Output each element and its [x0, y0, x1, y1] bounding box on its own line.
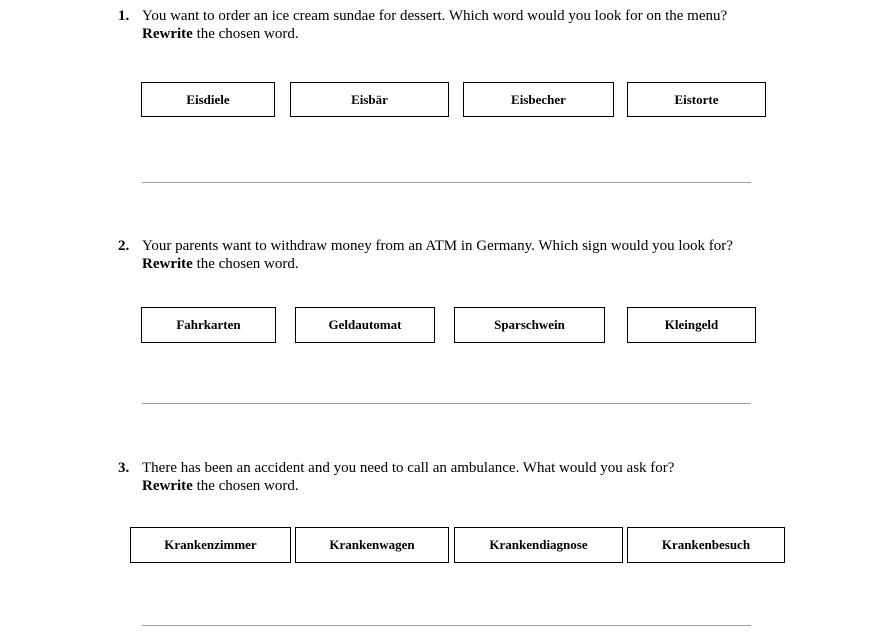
question-text: There has been an accident and you need to call an ambulance. What would you ask for? [142, 460, 675, 476]
option-sparschwein[interactable]: Sparschwein [454, 307, 605, 343]
question-number: 2. [118, 238, 130, 254]
option-eisbecher[interactable]: Eisbecher [463, 82, 614, 117]
instruction-rest: the chosen word. [192, 256, 299, 272]
option-krankenwagen[interactable]: Krankenwagen [295, 527, 449, 563]
option-krankenbesuch[interactable]: Krankenbesuch [627, 527, 785, 563]
option-geldautomat[interactable]: Geldautomat [295, 307, 435, 343]
answer-line[interactable] [142, 182, 751, 183]
question-number: 1. [118, 8, 130, 24]
instruction-rest: the chosen word. [192, 478, 299, 494]
answer-line[interactable] [142, 403, 751, 404]
option-krankendiagnose[interactable]: Krankendiagnose [454, 527, 623, 563]
question-text: You want to order an ice cream sundae for dessert. Which word would you look for on the menu? [142, 8, 728, 24]
option-eisbaer[interactable]: Eisbär [290, 82, 449, 117]
instruction-bold: Rewrite [142, 478, 193, 494]
question-number: 3. [118, 460, 130, 476]
answer-line[interactable] [142, 625, 751, 626]
question-instruction [142, 25, 299, 43]
instruction-bold: Rewrite [142, 26, 193, 42]
option-kleingeld[interactable]: Kleingeld [627, 307, 756, 343]
question-text: Your parents want to withdraw money from an ATM in Germany. Which sign would you look for? [142, 238, 733, 254]
option-fahrkarten[interactable]: Fahrkarten [141, 307, 276, 343]
question-instruction [142, 255, 299, 273]
option-krankenzimmer[interactable]: Krankenzimmer [130, 527, 291, 563]
question-instruction [142, 477, 299, 495]
instruction-bold: Rewrite [142, 256, 193, 272]
option-eisdiele[interactable]: Eisdiele [141, 82, 275, 117]
instruction-rest: the chosen word. [192, 26, 299, 42]
option-eistorte[interactable]: Eistorte [627, 82, 766, 117]
